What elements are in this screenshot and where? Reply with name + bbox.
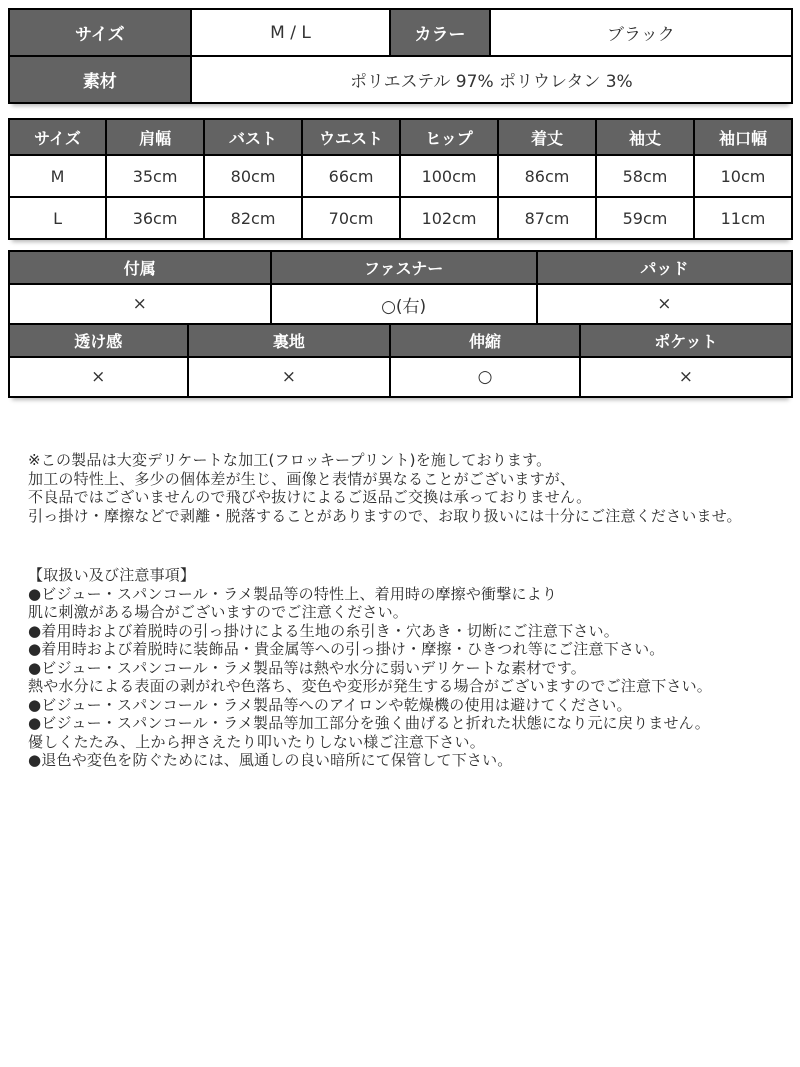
- feature-value-cell: ×: [580, 357, 792, 397]
- feature-header-cell: 伸縮: [390, 324, 579, 357]
- care-line: ●ビジュー・スパンコール・ラメ製品等の特性上、着用時の摩擦や衝撃により: [28, 584, 558, 603]
- measurement-cell: 80cm: [204, 155, 302, 197]
- spec-color-label: カラー: [390, 9, 489, 56]
- care-line: ●ビジュー・スパンコール・ラメ製品等は熱や水分に弱いデリケートな素材です。: [28, 658, 586, 677]
- measurements-header-cell: 袖口幅: [694, 119, 792, 155]
- measurement-cell: 70cm: [302, 197, 400, 239]
- measurement-cell: 86cm: [498, 155, 596, 197]
- measurement-cell: M: [9, 155, 106, 197]
- care-line: ●ビジュー・スパンコール・ラメ製品等へのアイロンや乾燥機の使用は避けてください。: [28, 695, 632, 714]
- notice-line: 引っ掛け・摩擦などで剥離・脱落することがありますので、お取り扱いには十分にご注意くださいませ。: [28, 506, 742, 525]
- feature-value-cell: ×: [188, 357, 391, 397]
- features2-value-row: [9, 357, 792, 397]
- care-line: 熱や水分による表面の剥がれや色落ち、変色や変形が発生する場合がございますのでご注意下さい。: [28, 677, 713, 695]
- feature-header-cell: ファスナー: [271, 251, 537, 284]
- feature-header-cell: 付属: [9, 251, 271, 284]
- notice-line: ※この製品は大変デリケートな加工(フロッキープリント)を施しております。: [28, 451, 552, 469]
- spec-material-label: 素材: [9, 56, 191, 103]
- measurement-cell: 58cm: [596, 155, 694, 197]
- measurement-cell: 87cm: [498, 197, 596, 239]
- spec-size-value: M / L: [191, 9, 391, 56]
- measurement-cell: 36cm: [106, 197, 204, 239]
- care-heading: 【取扱い及び注意事項】: [28, 566, 196, 584]
- measurements-header-cell: 着丈: [498, 119, 596, 155]
- measurement-cell: 35cm: [106, 155, 204, 197]
- notice-line: 加工の特性上、多少の個体差が生じ、画像と表情が異なることがございますが、: [28, 469, 576, 488]
- feature-value-cell: ×: [537, 284, 792, 324]
- features1-value-row: [9, 284, 792, 324]
- spec-row-size-color: [9, 9, 792, 56]
- measurements-header-cell: サイズ: [9, 119, 106, 155]
- feature-value-cell: ×: [9, 357, 188, 397]
- measurements-header-cell: ウエスト: [302, 119, 400, 155]
- measurement-cell: 11cm: [694, 197, 792, 239]
- measurements-header-cell: ヒップ: [400, 119, 498, 155]
- features-table-1: [8, 250, 793, 325]
- measurements-table: [8, 118, 793, 240]
- spec-material-value: ポリエステル 97% ポリウレタン 3%: [191, 56, 792, 103]
- measurements-header-row: [9, 119, 792, 155]
- feature-header-cell: ポケット: [580, 324, 792, 357]
- care-line: 肌に刺激がある場合がございますのでご注意ください。: [28, 603, 409, 621]
- care-line: ●ビジュー・スパンコール・ラメ製品等加工部分を強く曲げると折れた状態になり元に戻りません。: [28, 714, 710, 732]
- care-line: 優しくたたみ、上から押さえたり叩いたりしない様ご注意下さい。: [28, 732, 485, 751]
- feature-header-cell: 裏地: [188, 324, 391, 357]
- measurement-cell: 82cm: [204, 197, 302, 239]
- measurement-cell: L: [9, 197, 106, 239]
- measurements-row-l: [9, 197, 792, 239]
- measurements-header-cell: バスト: [204, 119, 302, 155]
- features-table-2: [8, 323, 793, 398]
- notice-line: 不良品ではございませんので飛びや抜けによるご返品ご交換は承っておりません。: [28, 488, 592, 506]
- features2-header-row: [9, 324, 792, 357]
- feature-value-cell: ×: [9, 284, 271, 324]
- care-line: ●着用時および着脱時の引っ掛けによる生地の糸引き・穴あき・切断にご注意下さい。: [28, 621, 619, 640]
- feature-value-cell: ○: [390, 357, 579, 397]
- spec-row-material: [9, 56, 792, 103]
- care-line: ●退色や変色を防ぐためには、風通しの良い暗所にて保管して下さい。: [28, 751, 513, 769]
- measurement-cell: 66cm: [302, 155, 400, 197]
- measurements-header-cell: 肩幅: [106, 119, 204, 155]
- care-instructions: [28, 566, 781, 770]
- feature-value-cell: ○(右): [271, 284, 537, 324]
- measurements-row-m: [9, 155, 792, 197]
- measurement-cell: 10cm: [694, 155, 792, 197]
- features1-header-row: [9, 251, 792, 284]
- measurement-cell: 59cm: [596, 197, 694, 239]
- feature-header-cell: 透け感: [9, 324, 188, 357]
- measurement-cell: 102cm: [400, 197, 498, 239]
- feature-header-cell: パッド: [537, 251, 792, 284]
- flocky-print-notice: [28, 451, 781, 525]
- spec-color-value: ブラック: [490, 9, 792, 56]
- spec-table: [8, 8, 793, 104]
- spec-size-label: サイズ: [9, 9, 191, 56]
- measurements-header-cell: 袖丈: [596, 119, 694, 155]
- care-line: ●着用時および着脱時に装飾品・貴金属等への引っ掛け・摩擦・ひきつれ等にご注意下さい。: [28, 640, 665, 658]
- measurement-cell: 100cm: [400, 155, 498, 197]
